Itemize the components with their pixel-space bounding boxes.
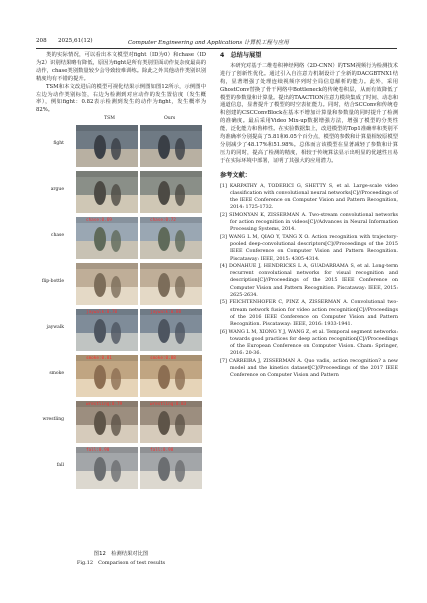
figure-row — [36, 261, 206, 307]
frame-tsm — [76, 125, 138, 167]
frame-tsm — [76, 263, 138, 305]
confidence-tag: jaywalk:0.80 — [150, 310, 182, 315]
confidence-tag: fall:0.90 — [86, 448, 110, 453]
action-label: flip-bottle — [41, 279, 64, 284]
action-label: wrestling — [42, 417, 64, 422]
frame-tsm — [76, 217, 138, 259]
figure-rows — [36, 123, 206, 491]
figure-row — [36, 353, 206, 399]
frame-ours — [140, 217, 202, 259]
reference-item: [1] KARPATHY A, TODERICI G, SHETTY S, et al. Large-scale video classification with convolutional neural networks[C]//Proceedings of the IEEE Conference on Computer Vision and Pattern Recognition, 2014: 1725-1732. — [220, 182, 398, 211]
references — [220, 172, 398, 380]
confidence-tag: jaywalk:0.70 — [86, 310, 118, 315]
confidence-tag: wrestling:0.83 — [150, 402, 187, 407]
figure-row — [36, 169, 206, 215]
reference-item: [5] FEICHTENHOFER C, PINZ A, ZISSERMAN A. Convolutional two-stream network fusion for video action recognition[C]//Proceedings of the 2016 IEEE Conference on Computer Vision and Pattern Recognition. Piscataway: IEEE, 2016: 1933-1941. — [220, 299, 398, 328]
frame-ours — [140, 355, 202, 397]
figure-row — [36, 399, 206, 445]
figure-12 — [36, 116, 206, 491]
frame-ours — [140, 125, 202, 167]
reference-item: [4] DONAHUE J, HENDRICKS L A, GUADARRAMA S, et al. Long-term recurrent convolutional networks for visual recognition and description[C]//Proceedings of the 2015 IEEE Conference on Computer Vision and Pattern Recognition. Piscataway: IEEE, 2015: 2625-2634. — [220, 262, 398, 299]
section-title: 4 总结与展望 — [220, 52, 262, 59]
figure-row — [36, 445, 206, 491]
action-label: argue — [50, 187, 64, 192]
frame-tsm — [76, 309, 138, 351]
reference-item: [7] CARREIRA J, ZISSERMAN A. Quo vadis, action recognition? a new model and the kinetics dataset[C]//Proceedings of the 2017 IEEE Conference on Computer Vision and Pattern — [220, 357, 398, 379]
confidence-tag: chase:0.69 — [86, 218, 112, 223]
references-title: 参考文献： — [220, 171, 251, 179]
paragraph-conclusion: 本研究对基于二维卷积神经网络（2D-CNN）的TSM视频行为检测技术进行了创新性优化。通过引入自注意力机制设计了全新的DACGBTNX1结构，显著增强了处理连续视频序列时全局信息解析的能力。此外，采用GhostConv替换了骨干网络中Bottleneck的传统卷积层，从而有效降低了模型的参数量和计算量。提出的TAACTION注意力模块集成了时间、动态和通道信息，显著提升了模型的时空表征能力。同时，结合SCConv和传统卷积创建的CSCConvBlock在基本不增加计算量和参数量的同时提升了检测的准确度。最后采用Video Mix-up数据增强方法，增强了模型的分类性能，泛化能力和鲁棒性。在实验数据集上，改进模型的Top1准确率和类别平均准确率分别提高了5.81和6.05个百分点，模型的参数和计算量相较原模型分别减少了48.17%和51.98%。总体而言该模型在显著减轻了参数和计算压力的同时，提高了检测的精度，相较于传统算法显示出明显的优越性且易于在实际环境中部署，证明了其强大的应用潜力。 — [220, 62, 398, 164]
reference-item: [6] WANG L M, XIONG Y J, WANG Z, et al. Temporal segment networks: towards good practices for deep action recognition[C]//Proceedings of the European Conference on Computer Vision. Cham: Springer, 2016: 20-36. — [220, 328, 398, 357]
confidence-tag: smoke:0.88 — [150, 356, 176, 361]
confidence-tag: smoke:0.81 — [86, 356, 112, 361]
running-header — [36, 38, 397, 49]
paragraph-figure-intro: TSM和本文改进后的模型可视化结果示例图如图12所示，示例图中左边为动作类别标签，右边为检测到对应动作的发生置信度（发生概率），例如fight：0.82表示检测到发生的动作为fight，发生概率为82%。 — [36, 83, 206, 114]
figure-caption-en: Fig.12 Comparison of test results — [76, 560, 166, 566]
action-label: fight — [53, 141, 64, 146]
frame-ours — [140, 263, 202, 305]
reference-item: [3] WANG L M, QIAO Y, TANG X O. Action recognition with trajectory-pooled deep-convolutional descriptors[C]//Proceedings of the 2015 IEEE Conference on Computer Vision and Pattern Recognition. Piscataway: IEEE, 2015: 4305-4314. — [220, 233, 398, 262]
frame-ours — [140, 401, 202, 443]
frame-tsm — [76, 447, 138, 489]
frame-ours — [140, 447, 202, 489]
column-header-ours: Ours — [164, 116, 176, 121]
action-label: chase — [50, 233, 64, 238]
frame-ours — [140, 171, 202, 213]
action-label: fall — [56, 463, 64, 468]
right-column — [220, 52, 398, 380]
journal-name: Computer Engineering and Applications 计算机工程与应用 — [128, 40, 289, 46]
left-column — [36, 52, 206, 115]
frame-tsm — [76, 401, 138, 443]
figure-row — [36, 215, 206, 261]
figure-caption-cn: 图12 检测结果对比图 — [93, 551, 149, 557]
figure-row — [36, 123, 206, 169]
figure-caption — [36, 549, 206, 566]
frame-tsm — [76, 171, 138, 213]
figure-column-headers — [36, 116, 206, 123]
volume-info: 2025,61(12) — [58, 38, 93, 44]
figure-row — [36, 307, 206, 353]
frame-tsm — [76, 355, 138, 397]
column-header-tsm: TSM — [104, 116, 115, 121]
action-label: jaywalk — [46, 325, 64, 330]
reference-item: [2] SIMONYAN K, ZISSERMAN A. Two-stream convolutional networks for action recognition in videos[C]//Advances in Neural Information Processing Systems, 2014. — [220, 211, 398, 233]
action-label: smoke — [49, 371, 64, 376]
confidence-tag: chase:0.72 — [150, 218, 176, 223]
page-number: 208 — [36, 38, 47, 44]
paragraph-results: 类的实际情况，可以看出本文模型对fight（ID为0）和chase（ID为2）识别结果略有降低，原因为fight是所有类别里面动作复杂度最高的动作，chase类别数量较少会导致较难训练。除此之外其他动作类别识别精度均有不错的提升。 — [36, 52, 206, 82]
confidence-tag: wrestling:0.79 — [86, 402, 123, 407]
confidence-tag: fall:0.98 — [150, 448, 174, 453]
frame-ours — [140, 309, 202, 351]
